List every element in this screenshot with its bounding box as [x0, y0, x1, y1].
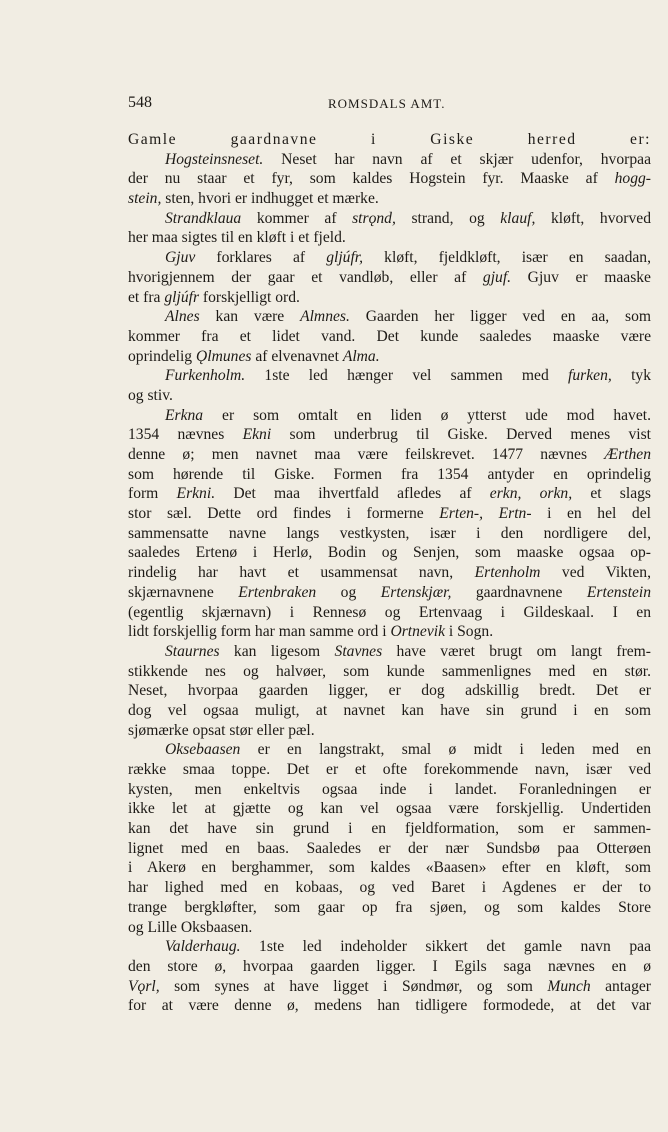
text-line: stikkende nes og halvøer, som kunde sammenlignes med en stør. — [128, 662, 651, 680]
text-line: og Lille Oksbaasen. — [128, 918, 253, 936]
text-line: sammensatte navne langs vestkysten, især i den nordligere del, — [128, 524, 651, 542]
text-line: Hogsteinsneset. Neset har navn af et skjær udenfor, hvorpaa — [165, 150, 651, 168]
text-line: Staurnes kan ligesom Stavnes have været brugt om langt frem- — [165, 642, 652, 660]
text-line: kommer fra et lidet vand. Det kunde saaledes maaske være — [128, 327, 651, 345]
text-line: Vǫrl, som synes at have ligget i Søndmør, og som Munch antager — [128, 977, 652, 995]
text-line: ikke let at gjætte og kan vel ogsaa være forskjellig. Undertiden — [128, 800, 651, 818]
text-line: Furkenholm. 1ste led hænger vel sammen med furken, tyk — [165, 367, 652, 385]
text-line: Alnes kan være Almnes. Gaarden her ligger ved en aa, som — [165, 308, 651, 326]
text-line: skjærnavnene Ertenbraken og Ertenskjær, gaardnavnene Ertenstein — [128, 583, 651, 601]
text-line: Neset, hvorpaa gaarden ligger, er dog adskillig bredt. Det er — [128, 682, 651, 700]
text-line: Erkna er som omtalt en liden ø ytterst ude mod havet. — [165, 406, 651, 424]
text-line: et fra gljúfr forskjelligt ord. — [128, 288, 300, 306]
text-line: den store ø, hvorpaa gaarden ligger. I Egils saga nævnes en ø — [128, 957, 651, 975]
text-line: oprindelig Ǫlmunes af elvenavnet Alma. — [128, 347, 380, 365]
text-line: Gamle gaardnavne i Giske herred er: — [128, 131, 651, 148]
text-line: har lighed med en kobaas, og ved Baret i Agdenes er der to — [128, 879, 651, 897]
text-line: lignet med en baas. Saaledes er der nær Sundsbø paa Otterøen — [128, 839, 651, 857]
text-line: sjømærke opsat stør eller pæl. — [128, 721, 315, 739]
text-line: stor sæl. Dette ord findes i formerne Erten-, Ertn- i en hel del — [128, 505, 651, 523]
text-line: som hørende til Giske. Formen fra 1354 antyder en oprindelig — [128, 465, 651, 483]
text-line: Valderhaug. 1ste led indeholder sikkert det gamle navn paa — [165, 938, 651, 956]
text-line: for at være denne ø, medens han tidligere formodede, at det var — [128, 997, 651, 1015]
text-line: Gjuv forklares af gljúfr, kløft, fjeldkløft, især en saadan, — [165, 249, 651, 267]
text-line: kysten, men enkeltvis ogsaa inde i landet. Foranledningen er — [128, 780, 651, 798]
text-line: og stiv. — [128, 386, 173, 404]
body-text — [128, 130, 651, 1016]
text-line: trange bergkløfter, som gaar op fra sjøen, og som kaldes Store — [128, 898, 651, 916]
text-line: saaledes Ertenø i Herlø, Bodin og Senjen, som maaske ogsaa op- — [128, 544, 651, 562]
text-line: rindelig har havt et usammensat navn, Ertenholm ved Vikten, — [128, 564, 651, 582]
text-line: kan det have sin grund i en fjeldformation, som er sammen- — [128, 820, 651, 838]
running-head: ROMSDALS AMT. — [328, 96, 446, 111]
text-line: lidt forskjellig form har man samme ord i Ortnevik i Sogn. — [128, 623, 494, 641]
text-line: 1354 nævnes Ekni som underbrug til Giske. Derved menes vist — [128, 426, 652, 444]
text-line: denne ø; men navnet maa være feilskrevet. 1477 nævnes Ærthen — [128, 446, 651, 463]
text-line: dog vel ogsaa muligt, at navnet kan have sin grund i en som — [128, 701, 651, 719]
text-line: hvorigjennem der gaar et vandløb, eller af gjuf. Gjuv er maaske — [128, 268, 651, 286]
page-number: 548 — [128, 94, 152, 111]
text-line: form Erkni. Det maa ihvertfald afledes af erkn, orkn, et slags — [128, 485, 651, 503]
text-line: stein, sten, hvori er indhugget et mærke. — [128, 190, 379, 208]
text-line: Oksebaasen er en langstrakt, smal ø midt i leden med en — [165, 741, 651, 759]
text-line: række smaa toppe. Det er et ofte forekommende navn, især ved — [128, 761, 651, 778]
text-line: i Akerø en berghammer, som kaldes «Baasen» efter en kløft, som — [128, 859, 651, 877]
text-line: der nu staar et fyr, som kaldes Hogstein fyr. Maaske af hogg- — [128, 170, 651, 188]
text-line: her maa sigtes til en kløft i et fjeld. — [128, 229, 346, 247]
text-line: Strandklaua kommer af strǫnd, strand, og klauf, kløft, hvorved — [165, 209, 651, 227]
text-line: (egentlig skjærnavn) i Rennesø og Ertenvaag i Gildeskaal. I en — [128, 603, 651, 621]
